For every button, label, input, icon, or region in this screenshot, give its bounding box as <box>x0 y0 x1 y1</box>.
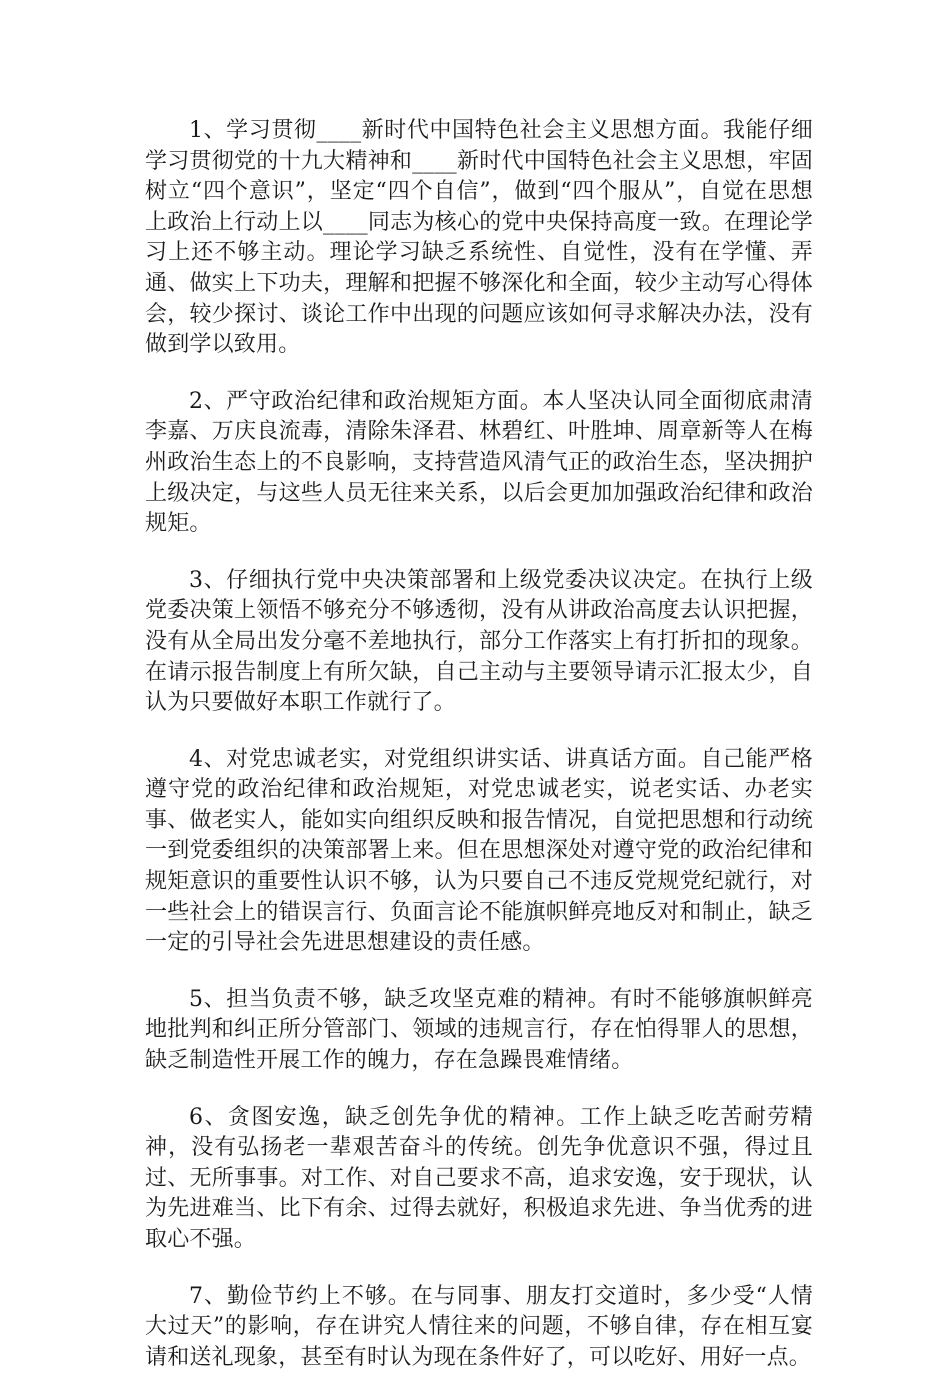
paragraph-4: 4、对党忠诚老实，对党组织讲实话、讲真话方面。自己能严格遵守党的政治纪律和政治规矩，对党忠诚老实，说老实话、办老实事、做老实人，能如实向组织反映和报告情况，自觉把思想和行动统一到党委组织的决策部署上来。但在思想深处对遵守党的政治纪律和规矩意识的重要性认识不够，认为只要自己不违反党规党纪就行，对一些社会上的错误言行、负面言论不能旗帜鲜亮地反对和制止，缺乏一定的引导社会先进思想建设的责任感。 <box>145 746 813 956</box>
document-body <box>145 116 813 1399</box>
paragraph-6: 6、贪图安逸，缺乏创先争优的精神。工作上缺乏吃苦耐劳精神，没有弘扬老一辈艰苦奋斗的传统。创先争优意识不强，得过且过、无所事事。对工作、对自己要求不高，追求安逸，安于现状，认为先进难当、比下有余、过得去就好，积极追求先进、争当优秀的进取心不强。 <box>145 1104 813 1252</box>
paragraph-2: 2、严守政治纪律和政治规矩方面。本人坚决认同全面彻底肃清李嘉、万庆良流毒，清除朱泽君、林碧红、叶胜坤、周章新等人在梅州政治生态上的不良影响，支持营造风清气正的政治生态，坚决拥护上级决定，与这些人员无往来关系，以后会更加加强政治纪律和政治规矩。 <box>145 388 813 537</box>
paragraph-1: 1、学习贯彻____新时代中国特色社会主义思想方面。我能仔细学习贯彻党的十九大精神和____新时代中国特色社会主义思想，牢固树立“四个意识”，坚定“四个自信”，做到“四个服从”，自觉在思想上政治上行动上以____同志为核心的党中央保持高度一致。在理论学习上还不够主动。理论学习缺乏系统性、自觉性，没有在学懂、弄通、做实上下功夫，理解和把握不够深化和全面，较少主动写心得体会，较少探讨、谈论工作中出现的问题应该如何寻求解决办法，没有做到学以致用。 <box>145 118 813 358</box>
paragraph-7: 7、勤俭节约上不够。在与同事、朋友打交道时，多少受“人情大过天”的影响，存在讲究人情往来的问题，不够自律，存在相互宴请和送礼现象，甚至有时认为现在条件好了，可以吃好、用好一点。 <box>145 1283 813 1370</box>
paragraph-3: 3、仔细执行党中央决策部署和上级党委决议决定。在执行上级党委决策上领悟不够充分不够透彻，没有从讲政治高度去认识把握，没有从全局出发分毫不差地执行，部分工作落实上有打折扣的现象。在请示报告制度上有所欠缺，自己主动与主要领导请示汇报太少，自认为只要做好本职工作就行了。 <box>145 567 813 716</box>
paragraph-5: 5、担当负责不够，缺乏攻坚克难的精神。有时不能够旗帜鲜亮地批判和纠正所分管部门、领域的违规言行，存在怕得罪人的思想，缺乏制造性开展工作的魄力，存在急躁畏难情绪。 <box>145 986 813 1074</box>
